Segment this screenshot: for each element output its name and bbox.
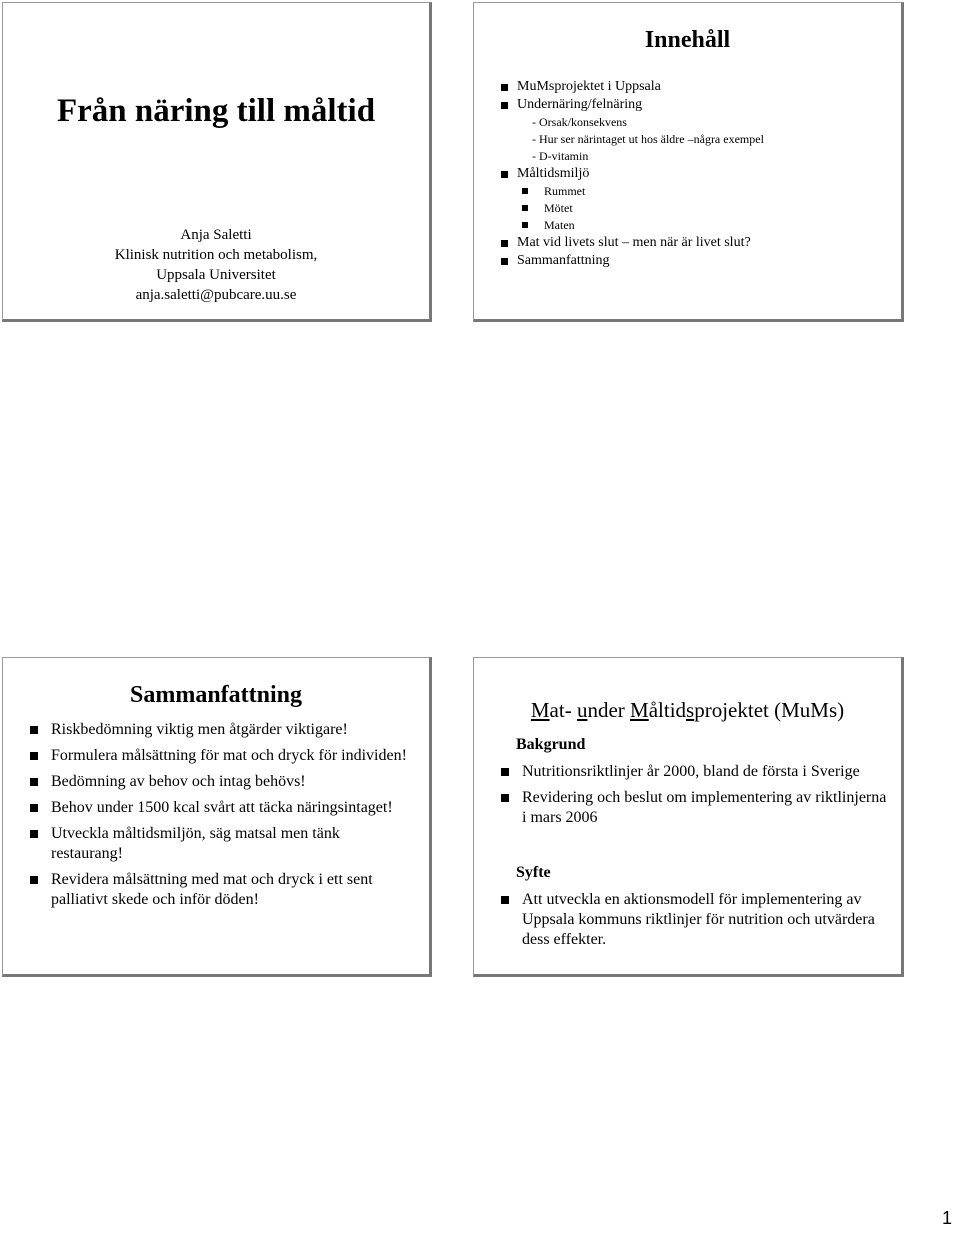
contents-item [500,78,891,96]
summary-item-text: Revidera målsättning med mat och dryck i ett sent palliativt skede och inför döden! [51,871,373,908]
summary-item-text: Bedömning av behov och intag behövs! [51,773,306,790]
background-item-text: Nutritionsriktlinjer år 2000, bland de första i Sverige [522,763,860,780]
square-bullet-icon [501,102,508,109]
mums-title-part: projektet (MuMs) [694,698,845,722]
contents-item-text: Mötet [544,201,573,215]
square-bullet-icon [522,205,528,211]
contents-item-text: - Orsak/konsekvens [532,115,627,129]
author-block [3,225,429,305]
summary-list [29,720,409,916]
slide-summary [2,657,432,977]
mums-title [474,698,901,723]
purpose-heading: Syfte [516,864,551,881]
square-bullet-icon [501,258,508,265]
presentation-title: Från näring till måltid [56,93,376,129]
contents-item [500,114,891,131]
mums-title-part: M [530,698,550,722]
background-item [500,788,890,828]
contents-item-text: Måltidsmiljö [517,166,590,181]
contents-item [500,131,891,148]
summary-item [29,772,409,792]
summary-item [29,824,409,864]
square-bullet-icon [30,830,38,838]
square-bullet-icon [501,171,508,178]
square-bullet-icon [522,222,528,228]
contents-item [500,252,891,270]
background-heading: Bakgrund [516,736,586,753]
summary-item [29,720,409,740]
contents-item [500,217,891,234]
mums-title-part: åltid [648,698,687,722]
purpose-item-text: Att utveckla en aktionsmodell för implementering av Uppsala kommuns riktlinjer för nutrition och utvärdera dess effekter. [522,891,875,948]
background-item [500,762,890,782]
square-bullet-icon [30,726,38,734]
mums-title-part: at- [549,698,577,722]
square-bullet-icon [501,768,509,776]
contents-list [500,78,891,270]
slide-mums-project [473,657,904,977]
slide-contents [473,2,904,322]
mums-title-part: s [686,698,695,722]
contents-item [500,200,891,217]
square-bullet-icon [501,896,509,904]
summary-item-text: Utveckla måltidsmiljön, säg matsal men tänk restaurang! [51,825,340,862]
contents-item [500,148,891,165]
mums-title-part: u [576,698,588,722]
contents-item-text: Maten [544,218,575,232]
contents-item [500,96,891,114]
square-bullet-icon [30,778,38,786]
summary-item [29,870,409,910]
author-university: Uppsala Universitet [156,267,276,283]
purpose-list [500,890,890,956]
contents-item-text: Mat vid livets slut – men när är livet slut? [517,235,751,250]
square-bullet-icon [501,84,508,91]
square-bullet-icon [501,794,509,802]
contents-item-text: - D-vitamin [532,149,589,163]
contents-title: Innehåll [644,27,731,53]
contents-item-text: Undernäring/felnäring [517,97,643,112]
slide-title [2,2,432,322]
summary-item [29,798,409,818]
contents-item-text: Rummet [544,184,586,198]
page-number: 1 [941,1208,952,1228]
summary-title: Sammanfattning [129,682,303,708]
contents-item [500,165,891,183]
square-bullet-icon [30,804,38,812]
contents-item-text: Sammanfattning [517,253,610,268]
contents-item [500,234,891,252]
summary-item-text: Riskbedömning viktig men åtgärder viktigare! [51,721,348,738]
author-department: Klinisk nutrition och metabolism, [114,247,318,263]
contents-item-text: - Hur ser närintaget ut hos äldre –några exempel [532,132,764,146]
square-bullet-icon [30,752,38,760]
author-name: Anja Saletti [180,227,252,243]
summary-item-text: Behov under 1500 kcal svårt att täcka näringsintaget! [51,799,393,816]
background-item-text: Revidering och beslut om implementering av riktlinjerna i mars 2006 [522,789,887,826]
contents-item [500,183,891,200]
summary-item [29,746,409,766]
mums-title-part: M [630,698,649,722]
mums-title-part: nder [587,698,631,722]
contents-item-text: MuMsprojektet i Uppsala [517,79,661,94]
square-bullet-icon [501,240,508,247]
background-list [500,762,890,834]
square-bullet-icon [522,188,528,194]
purpose-item [500,890,890,950]
square-bullet-icon [30,876,38,884]
author-email: anja.saletti@pubcare.uu.se [135,287,297,303]
summary-item-text: Formulera målsättning för mat och dryck för individen! [51,747,407,764]
